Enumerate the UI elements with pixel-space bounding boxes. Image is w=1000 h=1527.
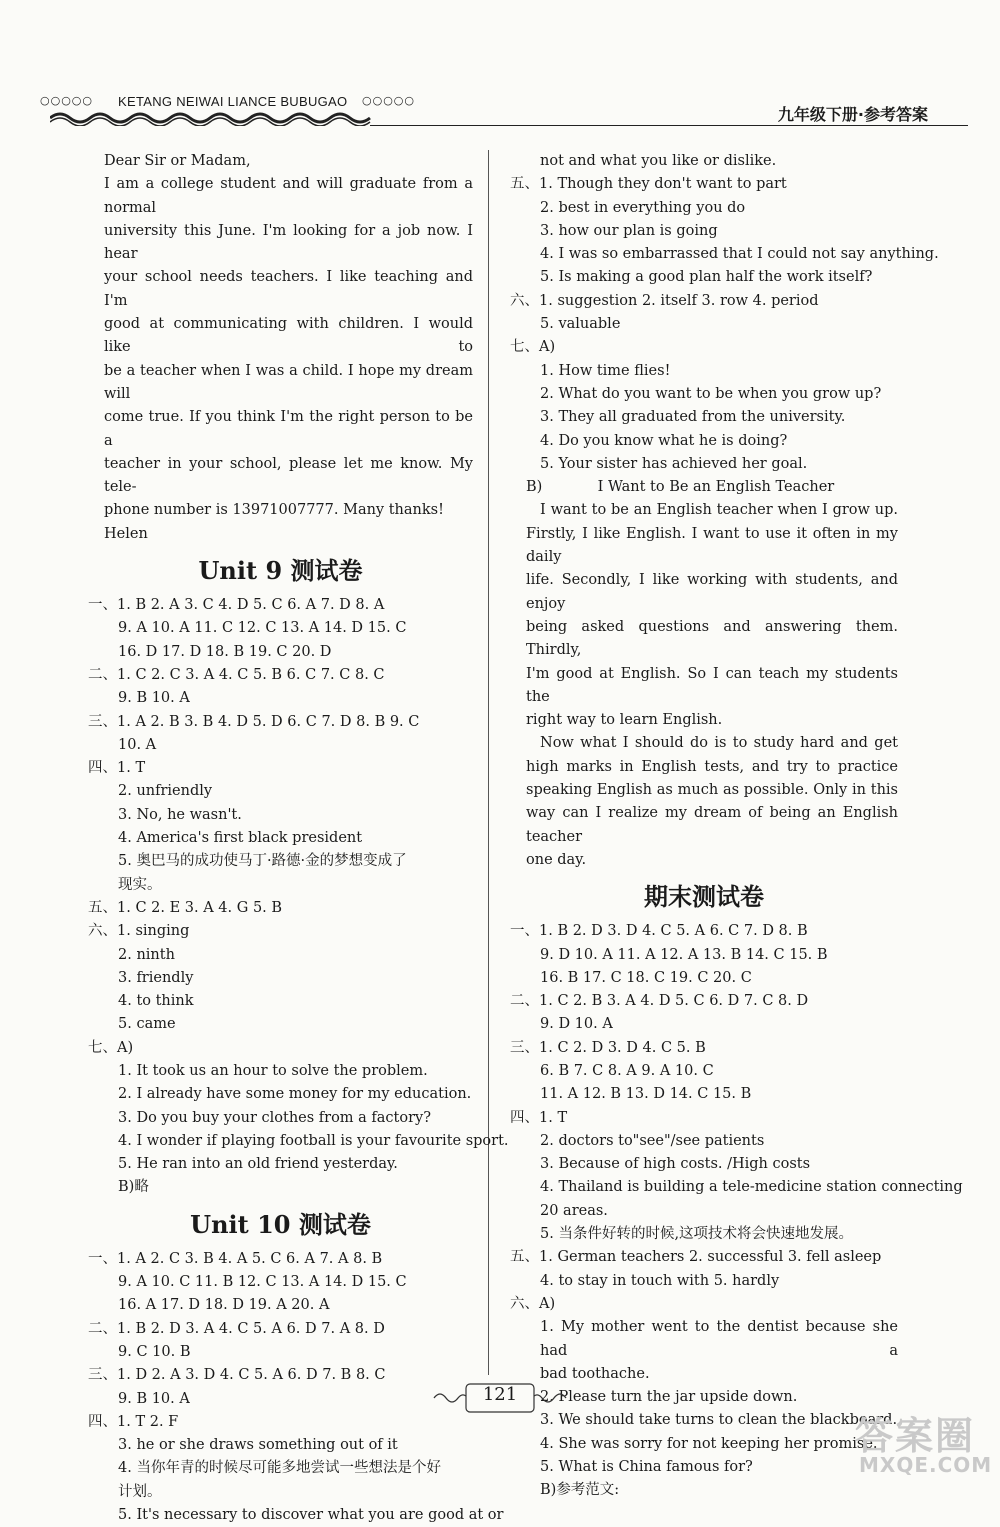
answer-line: 4. I was so embarrassed that I could not say anything. [540, 246, 939, 263]
answer-line: 3. No, he wasn't. [118, 806, 242, 823]
answer-line: 4. to stay in touch with 5. hardly [540, 1272, 780, 1289]
answer-line: 七、A) [510, 339, 556, 356]
answer-line: 20 areas. [540, 1202, 608, 1219]
answer-line: 6. B 7. C 8. A 9. A 10. C [540, 1062, 714, 1079]
essay-line: one day. [526, 851, 587, 868]
answer-line: 六、1. singing [88, 923, 190, 940]
answer-line: 1. How time flies! [540, 362, 671, 379]
answer-line: 1. My mother went to the dentist because she had a [540, 1319, 898, 1359]
answer-line: 六、1. suggestion 2. itself 3. row 4. period [510, 292, 819, 309]
text-line: phone number is 13971007777. Many thanks! [104, 502, 444, 519]
essay-line: life. Secondly, I like working with students, and enjoy [526, 572, 898, 612]
answer-line: 计划。 [118, 1483, 162, 1500]
answer-line: 11. A 12. B 13. D 14. C 15. B [540, 1086, 752, 1103]
section-title-unit9: Unit 9 测试卷 [198, 556, 363, 586]
answer-line: 5. What is China famous for? [540, 1459, 753, 1476]
text-line: your school needs teachers. I like teaching and I'm [104, 269, 473, 309]
answer-line: 五、1. Though they don't want to part [510, 176, 787, 193]
header-rule [370, 125, 968, 126]
text-line: university this June. I'm looking for a job now. I hear [104, 222, 473, 263]
answer-line: 2. ninth [118, 946, 175, 963]
watermark [855, 1405, 995, 1481]
answer-line: 3. how our plan is going [540, 222, 718, 239]
answer-line: 五、1. C 2. E 3. A 4. G 5. B [88, 899, 283, 916]
answer-line: 五、1. German teachers 2. successful 3. fell asleep [510, 1249, 882, 1266]
answer-line: 4. 当你年青的时候尽可能多地尝试一些想法是个好 [118, 1460, 441, 1477]
header-title: 九年级下册·参考答案 [777, 105, 928, 124]
essay-heading: B) I Want to Be an English Teacher [526, 479, 835, 496]
answer-line: 16. D 17. D 18. B 19. C 20. D [118, 643, 332, 660]
text-line: come true. If you think I'm the right person to be a [104, 409, 473, 449]
answer-line: 3. We should take turns to clean the blackboard. [540, 1412, 898, 1429]
watermark-sub: MXQE.COM [859, 1453, 993, 1477]
answer-line: 4. Do you know what he is doing? [540, 432, 788, 449]
answer-line: 3. friendly [118, 969, 194, 986]
answer-line: B)略 [118, 1179, 149, 1196]
page-header [40, 92, 968, 132]
watermark-main: 答案圈 [855, 1414, 976, 1458]
essay-line: Firstly, I like English. I want to use it often in my daily [526, 525, 898, 566]
text-line: Helen [104, 525, 148, 542]
answer-line: 2. I already have some money for my education. [118, 1086, 472, 1103]
answer-line: 4. Thailand is building a tele-medicine station connecting [540, 1179, 963, 1196]
answer-line: 5. It's necessary to discover what you are good at or [118, 1507, 504, 1524]
text-line: good at communicating with children. I would like to [104, 316, 473, 356]
section-title-unit10: Unit 10 测试卷 [190, 1209, 371, 1239]
answer-line: 5. He ran into an old friend yesterday. [118, 1156, 398, 1173]
answer-line: 七、A) [88, 1039, 134, 1056]
answer-line: 二、1. C 2. B 3. A 4. D 5. C 6. D 7. C 8. D [510, 993, 809, 1010]
answer-line: 9. C 10. B [118, 1343, 191, 1360]
answer-line: 2. Please turn the jar upside down. [540, 1389, 798, 1406]
answer-line: not and what you like or dislike. [540, 153, 777, 169]
answer-line: 2. doctors to"see"/see patients [540, 1132, 765, 1149]
essay-line: Now what I should do is to study hard and get [540, 735, 898, 752]
answer-line: 一、1. A 2. C 3. B 4. A 5. C 6. A 7. A 8. B [88, 1250, 383, 1267]
answer-line: 9. A 10. A 11. C 12. C 13. A 14. D 15. C [118, 620, 407, 637]
answer-line: 2. unfriendly [118, 783, 213, 800]
answer-line: 四、1. T [88, 760, 146, 777]
essay-line: right way to learn English. [526, 712, 723, 729]
essay-line: I want to be an English teacher when I grow up. [540, 502, 898, 519]
letter-block [88, 150, 473, 546]
answer-line: 2. best in everything you do [540, 199, 746, 216]
essay-block [510, 499, 898, 872]
answer-line: 三、1. D 2. A 3. D 4. C 5. A 6. D 7. B 8. C [88, 1367, 386, 1384]
answer-line: 5. Your sister has achieved her goal. [540, 455, 808, 472]
answer-line: 5. 奥巴马的成功使马丁·路德·金的梦想变成了 [118, 853, 407, 870]
answer-line: 5. Is making a good plan half the work itself? [540, 269, 873, 286]
right-top-answers [510, 150, 939, 499]
answer-line: 9. B 10. A [118, 1390, 190, 1407]
text-line: be a teacher when I was a child. I hope my dream will [104, 362, 473, 402]
answer-line: 16. B 17. C 18. C 19. C 20. C [540, 969, 752, 986]
answer-line: 5. valuable [540, 316, 621, 333]
page-number-badge [430, 1378, 570, 1418]
answer-line: 3. he or she draws something out of it [118, 1437, 398, 1454]
answer-line: 二、1. B 2. D 3. A 4. C 5. A 6. D 7. A 8. D [88, 1320, 385, 1337]
answer-line: 三、1. A 2. B 3. B 4. D 5. D 6. C 7. D 8. B 9. C [88, 713, 420, 730]
answer-line: 3. Do you buy your clothes from a factory? [118, 1109, 432, 1126]
answer-line: 9. D 10. A 11. A 12. A 13. B 14. C 15. B [540, 946, 828, 963]
essay-line: being asked questions and answering them. Thirdly, [526, 618, 898, 659]
header-wave-ornament [50, 110, 380, 126]
answer-line: bad toothache. [540, 1365, 650, 1382]
section-title-final: 期末测试卷 [644, 882, 764, 912]
answer-line: 10. A [118, 736, 157, 753]
answer-line: 1. It took us an hour to solve the problem. [118, 1062, 428, 1079]
answer-line: B)参考范文: [540, 1482, 620, 1499]
answer-line: 4. She was sorry for not keeping her promise. [540, 1435, 878, 1452]
answer-line: 2. What do you want to be when you grow up? [540, 385, 882, 402]
page-number: 121 [482, 1384, 518, 1405]
answer-line: 四、1. T [510, 1109, 568, 1126]
answer-line: 3. They all graduated from the university. [540, 409, 846, 426]
answer-line: 9. D 10. A [540, 1016, 613, 1033]
answer-line: 9. B 10. A [118, 690, 190, 707]
answer-line: 4. America's first black president [118, 830, 363, 847]
header-right-dots: ○○○○○ [362, 94, 415, 107]
essay-line: I'm good at English. So I can teach my students the [526, 665, 898, 705]
answer-line: 三、1. C 2. D 3. D 4. C 5. B [510, 1039, 706, 1056]
unit9-answers [88, 594, 509, 1200]
text-line: teacher in your school, please let me know. My tele- [104, 455, 473, 496]
answer-line: 5. came [118, 1016, 176, 1033]
answer-line: 一、1. B 2. A 3. C 4. D 5. C 6. A 7. D 8. A [88, 597, 385, 614]
answer-line: 六、A) [510, 1295, 556, 1312]
answer-line: 4. to think [118, 993, 194, 1010]
answer-line: 3. Because of high costs. /High costs [540, 1156, 811, 1173]
answer-line: 16. A 17. D 18. D 19. A 20. A [118, 1297, 330, 1314]
answer-line: 4. I wonder if playing football is your favourite sport. [118, 1132, 509, 1149]
text-line: Dear Sir or Madam, [104, 153, 251, 169]
header-brand: KETANG NEIWAI LIANCE BUBUGAO [118, 94, 348, 109]
text-line: I am a college student and will graduate from a normal [104, 176, 473, 216]
column-divider [488, 150, 489, 1375]
essay-line: way can I realize my dream of being an English teacher [526, 805, 898, 845]
essay-line: speaking English as much as possible. Only in this [526, 782, 898, 799]
essay-line: high marks in English tests, and try to practice [526, 758, 898, 775]
answer-line: 9. A 10. C 11. B 12. C 13. A 14. D 15. C [118, 1274, 407, 1291]
answer-line: 四、1. T 2. F [88, 1413, 179, 1430]
answer-line: 5. 当条件好转的时候,这项技术将会快速地发展。 [540, 1226, 854, 1243]
answer-line: 现实。 [118, 876, 162, 893]
answer-line: 一、1. B 2. D 3. D 4. C 5. A 6. C 7. D 8. B [510, 923, 808, 940]
header-left-dots: ○○○○○ [40, 94, 93, 107]
answer-line: 二、1. C 2. C 3. A 4. C 5. B 6. C 7. C 8. C [88, 666, 385, 683]
